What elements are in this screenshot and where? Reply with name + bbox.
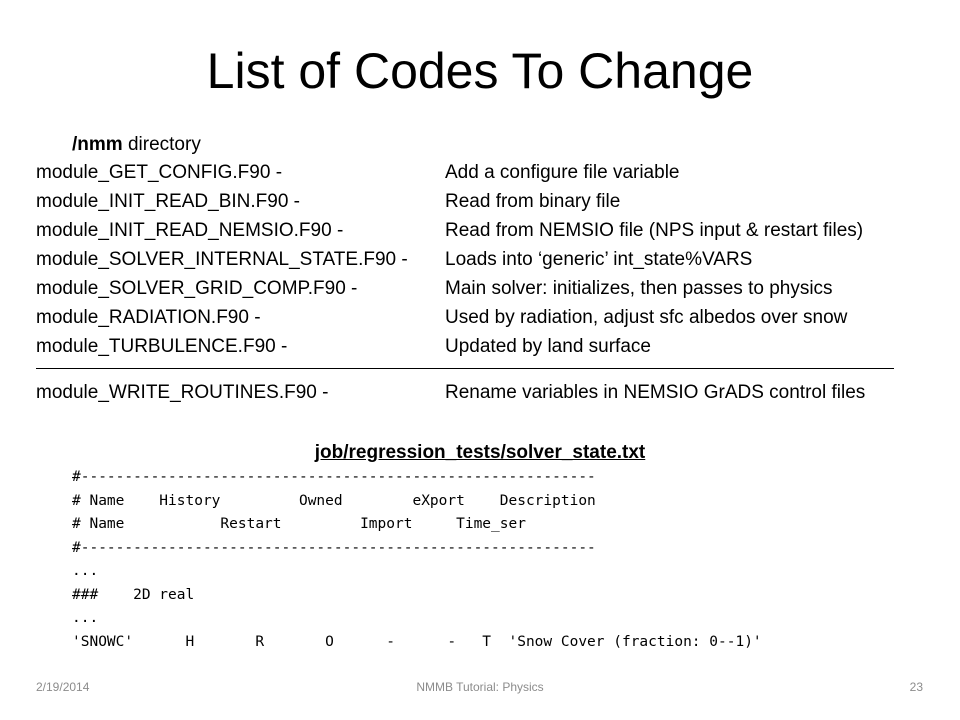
code-description: Used by radiation, adjust sfc albedos over snow — [445, 307, 848, 328]
code-file-name: module_RADIATION.F90 - — [36, 307, 261, 328]
directory-suffix: directory — [122, 134, 201, 155]
code-row — [36, 187, 936, 216]
code-row — [36, 332, 936, 361]
footer-title: NMMB Tutorial: Physics — [416, 680, 544, 694]
file-path-heading: job/regression_tests/solver_state.txt — [314, 442, 646, 463]
code-line: #----------------------------------------------------------- — [72, 469, 596, 485]
code-line: #----------------------------------------------------------- — [72, 539, 596, 556]
code-line: # Name Restart Import Time_ser — [72, 516, 526, 532]
code-row — [36, 216, 936, 245]
code-description: Loads into ‘generic’ int_state%VARS — [445, 249, 753, 270]
code-file-name: module_INIT_READ_BIN.F90 - — [36, 191, 300, 212]
code-file-name: module_TURBULENCE.F90 - — [36, 336, 288, 357]
code-description: Rename variables in NEMSIO GrADS control files — [445, 382, 866, 403]
code-file-name: module_WRITE_ROUTINES.F90 - — [36, 382, 329, 403]
code-line: # Name History Owned eXport Description — [72, 492, 596, 509]
code-description: Add a configure file variable — [445, 162, 680, 183]
slide-title: List of Codes To Change — [206, 43, 754, 99]
footer-date: 2/19/2014 — [36, 680, 90, 694]
code-line: ... — [72, 610, 99, 626]
directory-path: /nmm — [72, 134, 123, 155]
directory-heading — [72, 130, 201, 160]
code-file-name: module_SOLVER_INTERNAL_STATE.F90 - — [36, 249, 408, 270]
code-description: Main solver: initializes, then passes to physics — [445, 278, 833, 299]
code-row — [36, 378, 936, 407]
section-divider — [36, 368, 894, 369]
code-file-name: module_INIT_READ_NEMSIO.F90 - — [36, 220, 344, 241]
code-row — [36, 274, 936, 303]
code-file-name: module_SOLVER_GRID_COMP.F90 - — [36, 278, 358, 299]
code-line: ### 2D real — [72, 586, 195, 603]
code-description: Read from NEMSIO file (NPS input & restart files) — [445, 220, 864, 241]
code-row — [36, 158, 936, 187]
code-row — [36, 245, 936, 274]
code-description: Read from binary file — [445, 191, 621, 212]
code-line: ... — [72, 563, 99, 579]
code-row — [36, 303, 936, 332]
code-description: Updated by land surface — [445, 336, 651, 357]
code-listing — [72, 466, 762, 654]
code-line: 'SNOWC' H R O - - T 'Snow Cover (fraction: 0--1)' — [72, 633, 762, 650]
code-file-name: module_GET_CONFIG.F90 - — [36, 162, 283, 183]
page-number: 23 — [909, 680, 923, 694]
